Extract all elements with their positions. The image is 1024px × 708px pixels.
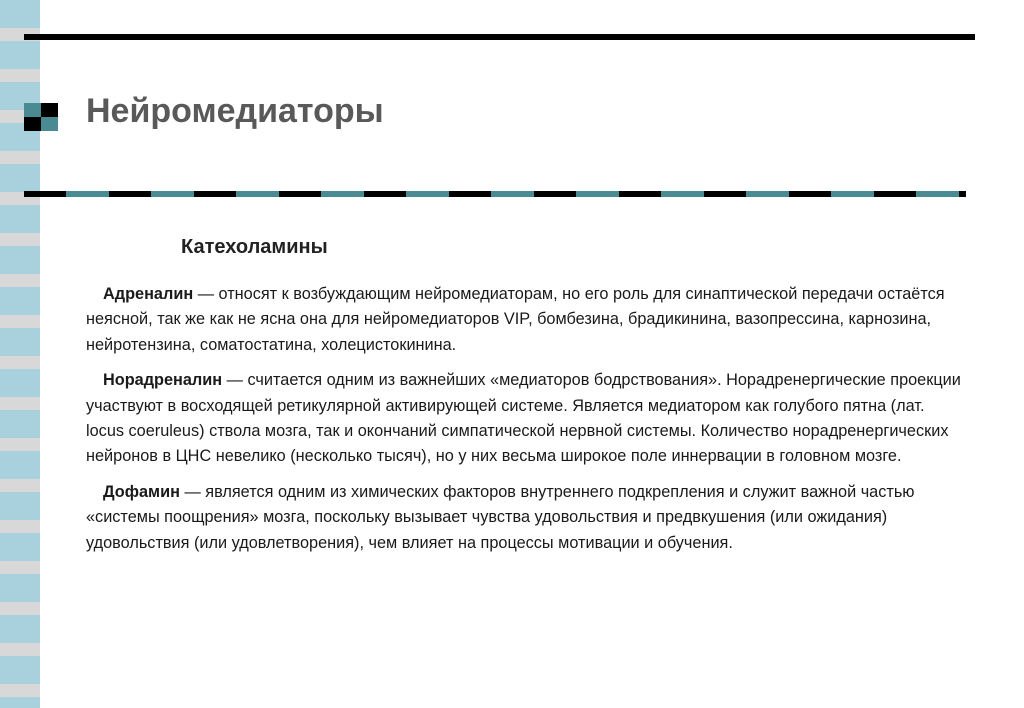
title-checker-icon <box>24 103 58 131</box>
text-noradrenaline: — считается одним из важнейших «медиаторов бодрствования». Норадренергические проекции участвуют в восходящей ретикулярной активирующей системе. Является медиатором как голубого пятна (лат. locus coeruleus) ствола мозга, так и окончаний симпатической нервной системы. Количество норадренергических нейронов в ЦНС невелико (несколько тысяч), но у них весьма широкое поле иннервации в головном мозге. <box>86 371 961 466</box>
text-dopamine: — является одним из химических факторов внутреннего подкрепления и служит важной частью «системы поощрения» мозга, поскольку вызывает чувства удовольствия и предвкушения (или ожидания) удовольствия (или удовлетворения), чем влияет на процессы мотивации и обучения. <box>86 482 915 552</box>
paragraph-dopamine <box>86 480 966 556</box>
term-noradrenaline: Норадреналин <box>103 371 223 390</box>
term-adrenaline: Адреналин <box>103 285 194 303</box>
text-adrenaline: — относят к возбуждающим нейромедиаторам, но его роль для синаптической передачи остаётся неясной, так же как не ясна она для нейромедиаторов VIP, бомбезина, брадикинина, вазопрессина, карнозина, нейротензина, соматостатина, холецистокинина. <box>86 285 945 354</box>
top-divider <box>24 34 975 40</box>
paragraph-adrenaline <box>86 282 966 358</box>
term-dopamine: Дофамин <box>103 482 180 501</box>
slide-body <box>86 282 966 566</box>
paragraph-noradrenaline <box>86 368 966 470</box>
slide-title: Нейромедиаторы <box>86 92 384 130</box>
slide-subtitle: Катехоламины <box>181 236 328 258</box>
dashed-divider <box>24 191 966 197</box>
